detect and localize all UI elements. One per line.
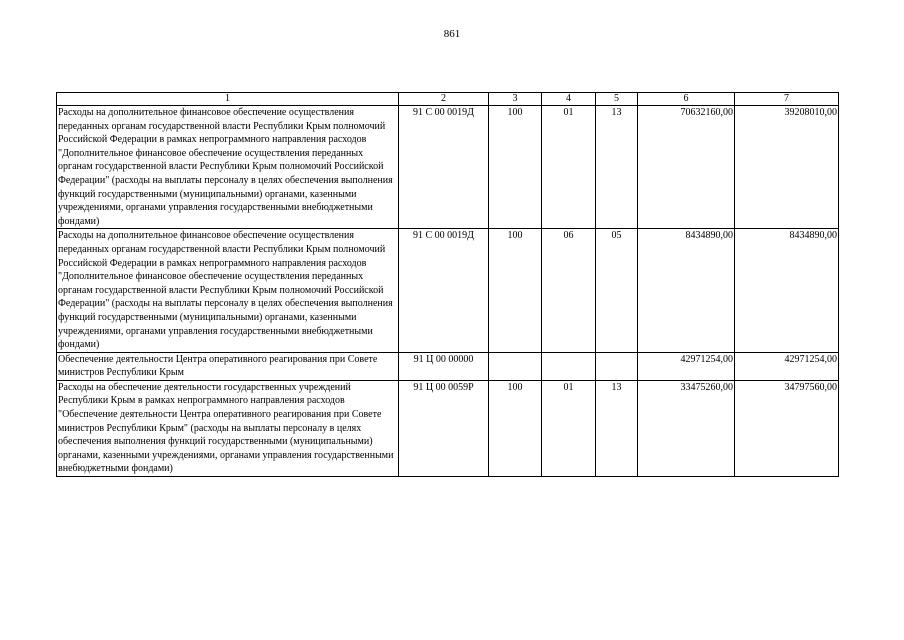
row-amount-7: 8434890,00 [735,229,839,352]
row-col3: 100 [489,229,542,352]
row-col4: 01 [542,106,596,229]
page-number: 861 [443,28,461,40]
row-description: Расходы на дополнительное финансовое обеспечение осуществления переданных органам государственной власти Республики Крым полномочий Российской Федерации в рамках непрограммного направления расходов "Дополнительное финансовое обеспечение осуществления переданных органам государственной власти Республики Крым полномочий Российской Федерации" (расходы на выплаты персоналу в целях обеспечения выполнения функций государственными (муниципальными) органами, казенными учреждениями, органами управления государственными внебюджетными фондами) [57,229,399,352]
header-row [57,93,839,106]
row-code: 91 Ц 00 00000 [399,352,489,380]
header-cell-7: 7 [735,93,839,106]
table-row [57,106,839,229]
row-col4 [542,352,596,380]
row-col4: 06 [542,229,596,352]
row-amount-6: 8434890,00 [638,229,735,352]
row-amount-7: 42971254,00 [735,352,839,380]
budget-table [56,92,839,477]
row-col5: 13 [596,106,638,229]
row-col5 [596,352,638,380]
row-description: Расходы на дополнительное финансовое обеспечение осуществления переданных органам государственной власти Республики Крым полномочий Российской Федерации в рамках непрограммного направления расходов "Дополнительное финансовое обеспечение осуществления переданных органам государственной власти Республики Крым полномочий Российской Федерации" (расходы на выплаты персоналу в целях обеспечения выполнения функций государственными (муниципальными) органами, казенными учреждениями, органами управления государственными внебюджетными фондами) [57,106,399,229]
row-description: Обеспечение деятельности Центра оперативного реагирования при Совете министров Республики Крым [57,352,399,380]
table-row [57,229,839,352]
header-cell-4: 4 [542,93,596,106]
row-amount-6: 70632160,00 [638,106,735,229]
row-code: 91 Ц 00 0059Р [399,380,489,476]
header-cell-3: 3 [489,93,542,106]
header-cell-5: 5 [596,93,638,106]
row-description: Расходы на обеспечение деятельности государственных учреждений Республики Крым в рамках непрограммного направления расходов "Обеспечение деятельности Центра оперативного реагирования при Совете министров Республики Крым" (расходы на выплаты персоналу в целях обеспечения выполнения функций государственными (муниципальными) органами, казенными учреждениями, органами управления государственными внебюджетными фондами) [57,380,399,476]
row-amount-7: 39208010,00 [735,106,839,229]
row-amount-6: 42971254,00 [638,352,735,380]
row-code: 91 С 00 0019Д [399,106,489,229]
row-amount-7: 34797560,00 [735,380,839,476]
header-cell-2: 2 [399,93,489,106]
header-cell-1: 1 [57,93,399,106]
table-row [57,380,839,476]
row-col3: 100 [489,380,542,476]
table-row [57,352,839,380]
row-col3 [489,352,542,380]
row-col4: 01 [542,380,596,476]
row-col3: 100 [489,106,542,229]
row-col5: 13 [596,380,638,476]
row-code: 91 С 00 0019Д [399,229,489,352]
header-cell-6: 6 [638,93,735,106]
row-col5: 05 [596,229,638,352]
row-amount-6: 33475260,00 [638,380,735,476]
